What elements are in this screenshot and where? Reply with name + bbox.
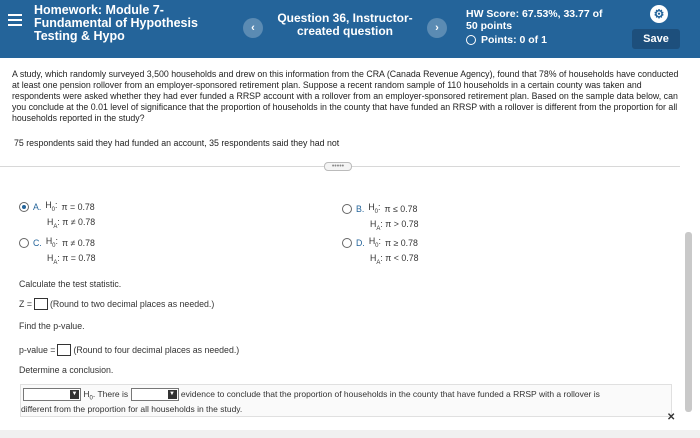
radio-option-b[interactable] [342,204,352,214]
homework-title[interactable]: Homework: Module 7- Fundamental of Hypothesis Testing & Hypo [34,3,198,43]
calc-label: Calculate the test statistic. [19,279,122,289]
problem-text: A study, which randomly surveyed 3,500 households and drew on this information from the CRA (Canada Revenue Agency), found that 78% of households have conducted at least one pension rollover from an employer-sponsored retirement plan. Suppose a recent random sample of 110 households in a certain county was taken and respondents were asked whether they had ever funded a RRSP account with a rollover from an employer-sponsored retirement plan. Based on the sample data below, can you conclude at the 0.01 level of significance that the proportion of households in the county that have funded an RRSP with a rollover is different from the proportion for all households reported in the study? [12,69,679,123]
option-d[interactable]: D. $H_0$: π ≥ 0.78 $H_A$: π < 0.78 [342,235,418,269]
option-a[interactable]: A. $H_0$: π = 0.78 $H_A$: π ≠ 0.78 [19,199,95,233]
radio-option-a[interactable] [19,202,29,212]
footer-bar [0,430,700,438]
conclusion-line2: different from the proportion for all households in the study. [21,404,243,414]
points-status: Points: 0 of 1 [466,34,547,46]
gear-icon[interactable]: ⚙ [650,5,668,23]
save-button[interactable]: Save [632,29,680,49]
radio-option-c[interactable] [19,238,29,248]
prev-question-button[interactable]: ‹ [243,18,263,38]
sample-data: 75 respondents said they had funded an account, 35 respondents said they had not [14,138,340,148]
hw-score: HW Score: 67.53%, 33.77 of 50 points [466,8,603,32]
menu-icon[interactable] [8,14,22,26]
z-input[interactable] [34,298,48,310]
circle-icon [466,35,476,45]
evidence-dropdown[interactable] [131,388,179,401]
scrollbar-thumb[interactable] [685,232,692,412]
pvalue-heading: Find the p-value. [19,321,85,331]
conclusion-heading: Determine a conclusion. [19,365,114,375]
close-icon[interactable]: ✕ [667,412,676,423]
radio-option-d[interactable] [342,238,352,248]
question-title: Question 36, Instructor- created question [277,11,413,38]
pvalue-row: p-value = (Round to four decimal places as needed.) [19,345,240,355]
resize-handle[interactable]: ••••• [324,162,352,171]
conclusion-area: ▼ $H_0$. There is ▼ evidence to conclude that the proportion of households in the county that have funded a RRSP with a rollover is different from the proportion for all households in the study. [20,384,672,417]
top-header [0,0,700,58]
chevron-down-icon: ▼ [169,391,175,397]
option-c[interactable]: C. $H_0$: π ≠ 0.78 $H_A$: π = 0.78 [19,235,95,269]
decision-dropdown[interactable] [23,388,81,401]
chevron-down-icon: ▼ [71,391,78,397]
z-row: Z = (Round to two decimal places as needed.) [19,299,215,309]
pvalue-input[interactable] [57,344,71,356]
next-question-button[interactable]: › [427,18,447,38]
option-b[interactable]: B. $H_0$: π ≤ 0.78 $H_A$: π > 0.78 [342,201,418,235]
